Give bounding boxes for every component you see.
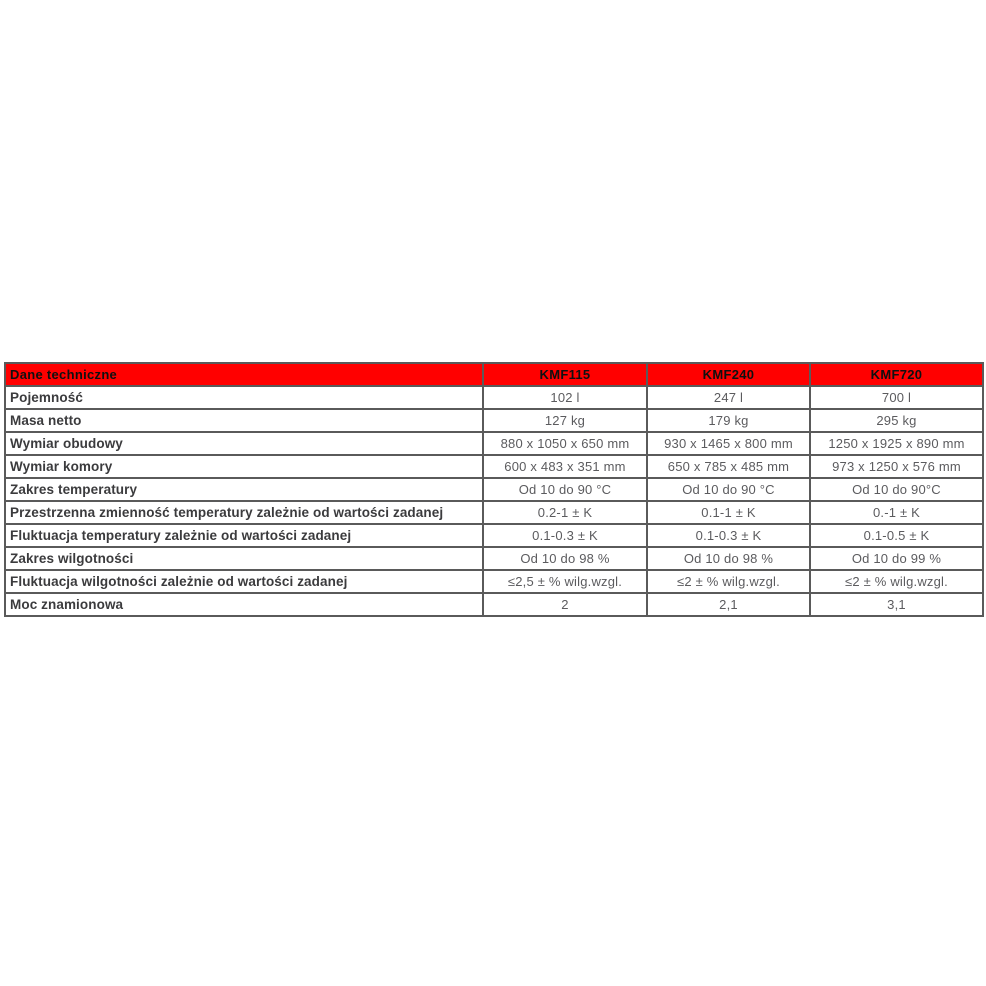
table-row [5,593,983,616]
row-value: 0.2-1 ± K [483,501,647,524]
table-title: Dane techniczne [5,363,483,386]
column-header-kmf115: KMF115 [483,363,647,386]
row-value: ≤2,5 ± % wilg.wzgl. [483,570,647,593]
table-row [5,547,983,570]
row-value: 0.-1 ± K [810,501,983,524]
technical-data-table [4,362,984,617]
row-label: Zakres wilgotności [5,547,483,570]
row-label: Przestrzenna zmienność temperatury zależnie od wartości zadanej [5,501,483,524]
row-value: 295 kg [810,409,983,432]
row-value: Od 10 do 98 % [483,547,647,570]
row-value: 2 [483,593,647,616]
row-value: 880 x 1050 x 650 mm [483,432,647,455]
row-value: 0.1-0.3 ± K [647,524,810,547]
row-value: Od 10 do 98 % [647,547,810,570]
row-value: Od 10 do 90°C [810,478,983,501]
table-row [5,478,983,501]
table-row [5,386,983,409]
row-value: 0.1-0.5 ± K [810,524,983,547]
column-header-kmf720: KMF720 [810,363,983,386]
row-value: 600 x 483 x 351 mm [483,455,647,478]
row-value: 179 kg [647,409,810,432]
table-row [5,524,983,547]
row-value: 247 l [647,386,810,409]
row-label: Pojemność [5,386,483,409]
row-value: Od 10 do 99 % [810,547,983,570]
row-value: ≤2 ± % wilg.wzgl. [810,570,983,593]
row-value: 700 l [810,386,983,409]
row-label: Wymiar obudowy [5,432,483,455]
row-value: 2,1 [647,593,810,616]
table-row [5,570,983,593]
row-value: ≤2 ± % wilg.wzgl. [647,570,810,593]
row-value: 0.1-1 ± K [647,501,810,524]
row-value: 650 x 785 x 485 mm [647,455,810,478]
table-row [5,432,983,455]
row-label: Zakres temperatury [5,478,483,501]
row-value: 127 kg [483,409,647,432]
row-value: 973 x 1250 x 576 mm [810,455,983,478]
row-value: 930 x 1465 x 800 mm [647,432,810,455]
row-label: Fluktuacja temperatury zależnie od wartości zadanej [5,524,483,547]
row-value: Od 10 do 90 °C [483,478,647,501]
row-value: 0.1-0.3 ± K [483,524,647,547]
row-value: 102 l [483,386,647,409]
table-body [5,386,983,616]
table-row [5,409,983,432]
table-header-row [5,363,983,386]
row-label: Wymiar komory [5,455,483,478]
row-label: Fluktuacja wilgotności zależnie od wartości zadanej [5,570,483,593]
table-row [5,455,983,478]
row-value: 3,1 [810,593,983,616]
column-header-kmf240: KMF240 [647,363,810,386]
row-label: Masa netto [5,409,483,432]
row-value: Od 10 do 90 °C [647,478,810,501]
table-row [5,501,983,524]
row-label: Moc znamionowa [5,593,483,616]
row-value: 1250 x 1925 x 890 mm [810,432,983,455]
